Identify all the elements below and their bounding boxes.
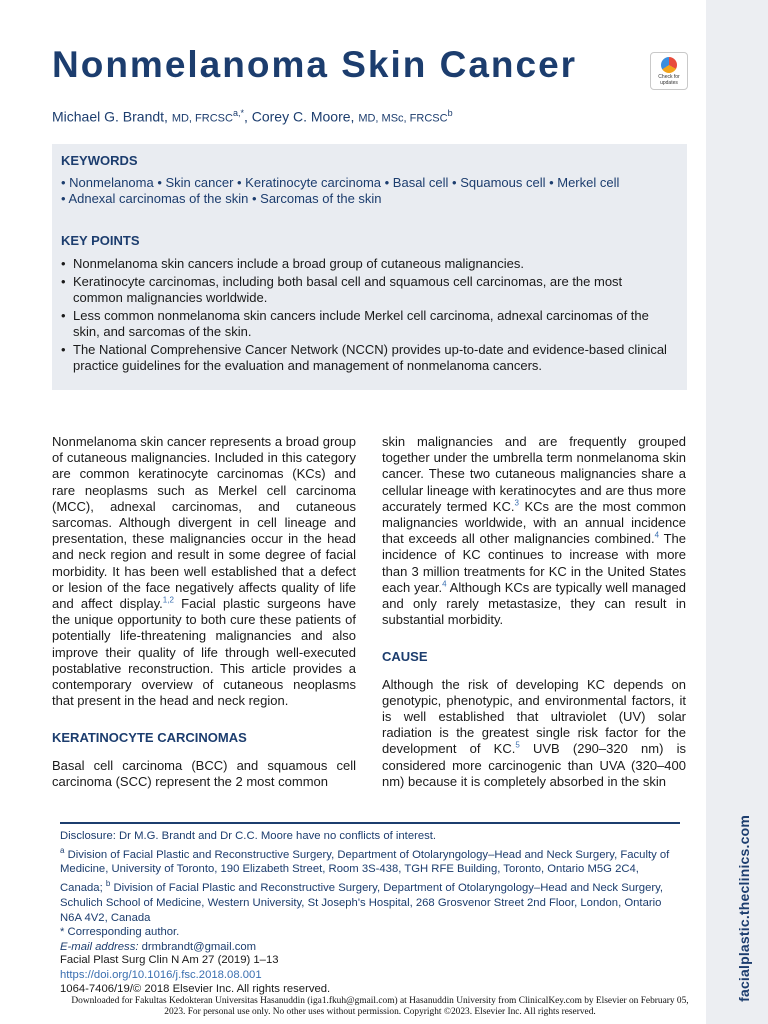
- author-2-affiliation-mark: b: [447, 108, 453, 118]
- intro-text-a: Nonmelanoma skin cancer represents a broad group of cutaneous malignancies. Included in this category are common keratinocyte carcinomas (KCs) and rare neoplasms such as Merkel cell carcinoma (MCC), adnexal carcinomas, and cutaneous sarcomas. Although divergent in cell lineage and presentation, these malignancies occur in the head and neck region and result in some degree of facial morbidity. It has been well established that a defect or lesion of the face negatively affects quality of life and affect display.: [52, 434, 356, 612]
- author-line: [52, 108, 453, 125]
- author-1-affiliation-mark: a,*: [232, 108, 244, 118]
- affiliation-a: Division of Facial Plastic and Reconstructive Surgery, Department of Otolaryngology–Head and Neck Surgery, Faculty of Medicine, University of Toronto, 190 Elizabeth Street, Room 3S-438, TGH RFE Building, Toronto, Ontario M5G 2C4, Canada;: [60, 848, 670, 894]
- citation-metadata: [60, 953, 330, 997]
- journal-url[interactable]: facialplastic.theclinics.com: [736, 815, 752, 1002]
- disclosure-note: Disclosure: Dr M.G. Brandt and Dr C.C. Moore have no conflicts of interest.: [60, 830, 437, 842]
- affiliation-b: Division of Facial Plastic and Reconstructive Surgery, Department of Otolaryngology–Head and Neck Surgery, Schulich School of Medicine, Western University, St Joseph's Hospital, 268 Grosvenor Street 2nd Floor, London, Ontario N6A 4V2, Canada: [60, 881, 664, 924]
- kc-continued-paragraph: [382, 434, 686, 628]
- key-point: • Less common nonmelanoma skin cancers include Merkel cell carcinoma, adnexal carcinomas of the skin, and sarcomas of the skin.: [61, 308, 673, 340]
- cause-text-a: Although the risk of developing KC depends on genotypic, phenotypic, and environmental factors, it is well established that ultraviolet (UV) solar radiation is the greatest single risk factor for the development of KC.: [382, 676, 686, 757]
- key-points-list: [61, 256, 673, 376]
- kc-text-c: The incidence of KC continues to increase with more than 3 million treatments for KC in the United States each year.: [382, 531, 686, 595]
- author-1-credentials: MD, FRCSC: [171, 112, 233, 125]
- citation-link[interactable]: 4: [442, 579, 447, 589]
- author-2-credentials: MD, MSc, FRCSC: [358, 112, 448, 125]
- keywords-line-2: • Adnexal carcinomas of the skin • Sarcomas of the skin: [61, 191, 382, 206]
- keywords-keypoints-box: [52, 144, 687, 390]
- kc-text-a: skin malignancies and are frequently grouped together under the umbrella term nonmelanoma skin cancer. These two cutaneous malignancies share a cellular lineage with keratinocytes and are thus more accurately termed KC.: [382, 434, 686, 514]
- key-points-heading: KEY POINTS: [61, 233, 140, 248]
- cause-paragraph: [382, 677, 686, 790]
- copyright-line: 1064-7406/19/© 2018 Elsevier Inc. All rights reserved.: [60, 983, 331, 996]
- journal-citation: Facial Plast Surg Clin N Am 27 (2019) 1–13: [60, 954, 279, 966]
- corresponding-author-note: * Corresponding author.: [60, 926, 180, 939]
- kc-text-b: KCs are the most common malignancies worldwide, with an annual incidence that exceeds all other malignancies combined.: [382, 498, 687, 547]
- kc-paragraph: Basal cell carcinoma (BCC) and squamous cell carcinoma (SCC) represent the 2 most common: [52, 757, 356, 789]
- keywords-line-1: • Nonmelanoma • Skin cancer • Keratinocyte carcinoma • Basal cell • Squamous cell • Merkel cell: [61, 175, 620, 190]
- affiliation-mark-b: b: [105, 879, 111, 889]
- body-column-right: [382, 434, 686, 790]
- affiliation-mark-a: a: [60, 845, 65, 855]
- author-2-name: Corey C. Moore,: [251, 108, 355, 125]
- affiliations-note: [60, 844, 680, 926]
- cause-text-b: UVB (290–320 nm) is considered more carcinogenic than UVA (320–400 nm) because it is completely absorbed in the skin: [382, 741, 686, 789]
- intro-text-b: Facial plastic surgeons have the unique opportunity to both cure these patients of potentially life-threatening malignancies and also improve their quality of life through well-executed postablative reconstruction. This article provides a contemporary overview of cutaneous neoplasms that present in the head and neck region.: [52, 596, 356, 709]
- body-column-left: [52, 434, 356, 790]
- key-point: • The National Comprehensive Cancer Network (NCCN) provides up-to-date and evidence-based clinical practice guidelines for the evaluation and management of nonmelanoma cancers.: [61, 342, 673, 374]
- citation-link[interactable]: 5: [515, 741, 520, 751]
- download-notice: Downloaded for Fakultas Kedokteran Universitas Hasanuddin (iga1.fkuh@gmail.com) at Hasanuddin University from ClinicalKey.com by Elsevier on February 05, 2023. For personal use only. No other uses without permission. Copyright ©2023. Elsevier Inc. All rights reserved.: [71, 996, 689, 1017]
- footnote-divider: [60, 822, 680, 824]
- doi-link[interactable]: https://doi.org/10.1016/j.fsc.2018.08.001: [60, 968, 262, 981]
- key-point: • Keratinocyte carcinomas, including both basal cell and squamous cell carcinomas, are the most common malignancies worldwide.: [61, 274, 673, 306]
- email-label: E-mail address:: [60, 941, 139, 954]
- check-for-updates-badge[interactable]: [650, 52, 688, 90]
- section-heading-keratinocyte: KERATINOCYTE CARCINOMAS: [52, 730, 247, 746]
- key-point: • Nonmelanoma skin cancers include a broad group of cutaneous malignancies.: [61, 256, 673, 272]
- citation-link[interactable]: 1,2: [162, 595, 174, 605]
- journal-sidebar: [706, 0, 768, 1024]
- kc-text-d: Although KCs are typically well managed and only rarely metastasize, they can result in substantial morbidity.: [382, 579, 686, 628]
- email-address[interactable]: drmbrandt@gmail.com: [138, 941, 257, 954]
- citation-link[interactable]: 3: [514, 498, 519, 508]
- badge-label: Check for updates: [658, 74, 680, 86]
- author-separator: ,: [243, 108, 252, 125]
- article-title: Nonmelanoma Skin Cancer: [52, 44, 578, 85]
- section-heading-cause: CAUSE: [382, 649, 428, 665]
- keywords-heading: KEYWORDS: [61, 153, 138, 168]
- citation-link[interactable]: 4: [654, 530, 660, 540]
- footnotes: [60, 829, 680, 955]
- author-1-name: Michael G. Brandt,: [52, 108, 168, 125]
- intro-paragraph: [52, 434, 356, 709]
- check-updates-icon: [661, 57, 677, 73]
